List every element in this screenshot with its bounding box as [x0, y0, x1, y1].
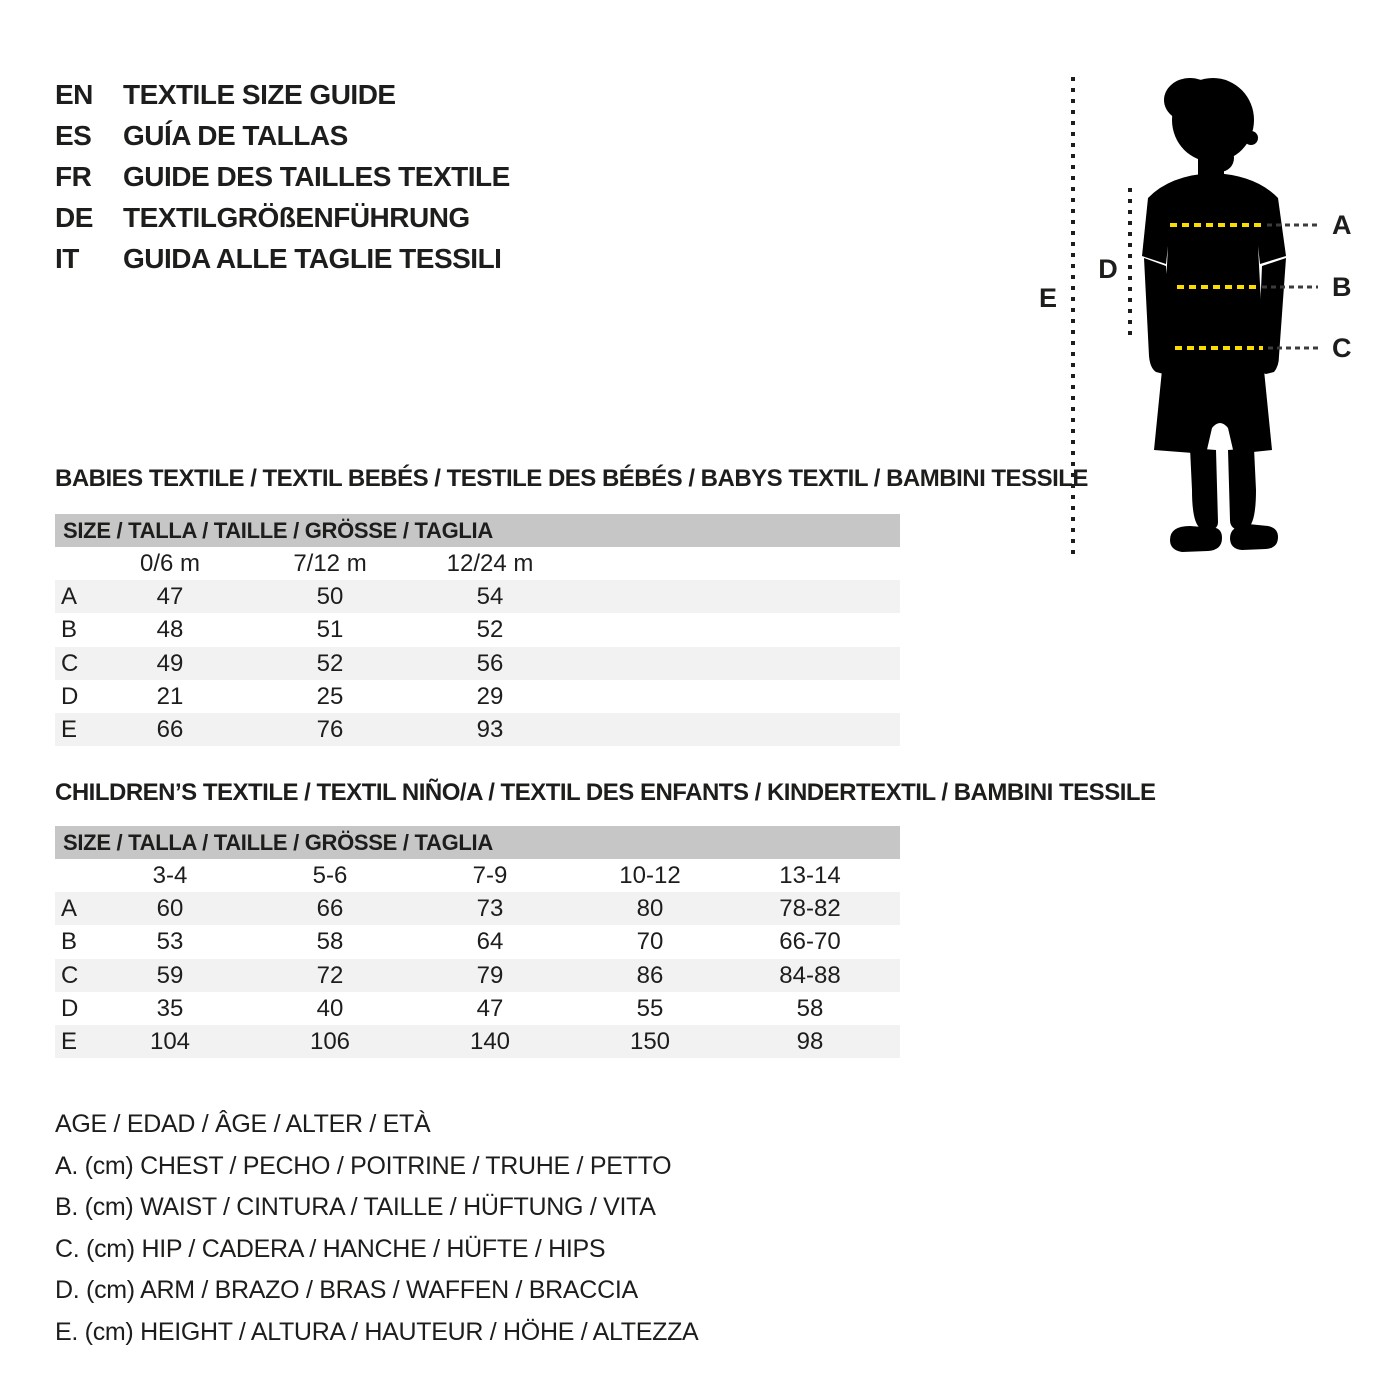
table-row — [55, 680, 900, 713]
cell-value: 60 — [156, 895, 184, 923]
row-label: D — [61, 994, 79, 1022]
cell-value: 79 — [476, 961, 504, 989]
cell-value: 35 — [156, 994, 184, 1022]
legend-line-age: AGE / EDAD / ÂGE / ALTER / ETÀ — [55, 1110, 431, 1138]
title-row-it — [55, 238, 510, 279]
babies-corner-cell — [55, 547, 90, 580]
title-en: TEXTILE SIZE GUIDE — [123, 79, 396, 110]
children-col-header: 13-14 — [779, 862, 841, 889]
babies-col-header: 7/12 m — [293, 550, 367, 577]
table-row — [55, 580, 900, 613]
lang-code-de: DE — [55, 202, 93, 233]
table-row — [55, 713, 900, 746]
diagram-label-e: E — [1038, 283, 1058, 313]
babies-col-header: 0/6 m — [139, 550, 201, 577]
children-col-header: 10-12 — [619, 862, 681, 889]
cell-value: 98 — [796, 1027, 824, 1055]
children-corner-cell — [55, 859, 90, 892]
lang-code-en: EN — [55, 79, 93, 110]
children-size-header-bar: SIZE / TALLA / TAILLE / GRÖSSE / TAGLIA — [55, 826, 900, 859]
lang-code-es: ES — [55, 120, 92, 151]
cell-value: 47 — [156, 583, 184, 611]
legend-line-hip: C. (cm) HIP / CADERA / HANCHE / HÜFTE / HIPS — [55, 1234, 606, 1263]
title-es: GUÍA DE TALLAS — [123, 120, 348, 151]
language-title-block — [55, 74, 510, 279]
table-row — [55, 925, 900, 958]
cell-value: 86 — [636, 961, 664, 989]
table-row — [55, 959, 900, 992]
cell-value: 140 — [469, 1027, 511, 1055]
title-it: GUIDA ALLE TAGLIE TESSILI — [123, 243, 502, 274]
cell-value: 64 — [476, 928, 504, 956]
children-column-header-row — [55, 859, 900, 892]
child-silhouette-figure — [1142, 78, 1286, 552]
cell-value: 47 — [476, 994, 504, 1022]
row-label: B — [61, 616, 78, 644]
children-col-header: 5-6 — [312, 862, 348, 889]
cell-value: 21 — [156, 682, 184, 710]
cell-value: 55 — [636, 994, 664, 1022]
cell-value: 70 — [636, 928, 664, 956]
cell-value: 93 — [476, 715, 504, 743]
row-label: C — [61, 961, 79, 989]
measurement-diagram — [1020, 60, 1400, 580]
table-row — [55, 992, 900, 1025]
diagram-label-b: B — [1332, 272, 1352, 302]
cell-value: 29 — [476, 682, 504, 710]
legend-line-arm: D. (cm) ARM / BRAZO / BRAS / WAFFEN / BRACCIA — [55, 1276, 638, 1305]
babies-section-heading: BABIES TEXTILE / TEXTIL BEBÉS / TESTILE DES BÉBÉS / BABYS TEXTIL / BAMBINI TESSILE — [55, 465, 1088, 492]
cell-value: 40 — [316, 994, 344, 1022]
legend-line-height: E. (cm) HEIGHT / ALTURA / HAUTEUR / HÖHE / ALTEZZA — [55, 1317, 699, 1346]
children-col-header: 3-4 — [152, 862, 188, 889]
table-row — [55, 613, 900, 646]
diagram-label-a: A — [1332, 210, 1352, 240]
cell-value: 59 — [156, 961, 184, 989]
cell-value: 78-82 — [779, 895, 841, 923]
lang-code-it: IT — [55, 243, 79, 274]
children-col-header: 7-9 — [472, 862, 508, 889]
cell-value: 54 — [476, 583, 504, 611]
cell-value: 73 — [476, 895, 504, 923]
row-label: C — [61, 649, 79, 677]
measurement-legend — [55, 1104, 698, 1354]
cell-value: 150 — [629, 1027, 671, 1055]
cell-value: 50 — [316, 583, 344, 611]
title-row-fr — [55, 156, 510, 197]
row-label: E — [61, 1027, 78, 1055]
title-de: TEXTILGRÖßENFÜHRUNG — [123, 202, 470, 233]
table-row — [55, 892, 900, 925]
cell-value: 66-70 — [779, 928, 841, 956]
cell-value: 58 — [316, 928, 344, 956]
cell-value: 53 — [156, 928, 184, 956]
cell-value: 104 — [149, 1027, 191, 1055]
babies-column-header-row — [55, 547, 900, 580]
legend-line-chest: A. (cm) CHEST / PECHO / POITRINE / TRUHE / PETTO — [55, 1151, 672, 1180]
babies-col-header: 12/24 m — [446, 550, 534, 577]
diagram-label-d: D — [1098, 254, 1118, 284]
cell-value: 72 — [316, 961, 344, 989]
cell-value: 48 — [156, 616, 184, 644]
children-section-heading: CHILDREN’S TEXTILE / TEXTIL NIÑO/A / TEXTIL DES ENFANTS / KINDERTEXTIL / BAMBINI TESSILE — [55, 779, 1156, 806]
row-label: E — [61, 715, 78, 743]
cell-value: 66 — [316, 895, 344, 923]
row-label: D — [61, 682, 79, 710]
cell-value: 80 — [636, 895, 664, 923]
cell-value: 49 — [156, 649, 184, 677]
title-row-en — [55, 74, 510, 115]
cell-value: 56 — [476, 649, 504, 677]
children-size-table — [55, 826, 900, 1058]
lang-code-fr: FR — [55, 161, 92, 192]
title-fr: GUIDE DES TAILLES TEXTILE — [123, 161, 510, 192]
cell-value: 106 — [309, 1027, 351, 1055]
cell-value: 52 — [476, 616, 504, 644]
babies-size-header-bar: SIZE / TALLA / TAILLE / GRÖSSE / TAGLIA — [55, 514, 900, 547]
row-label: A — [61, 895, 78, 923]
title-row-de — [55, 197, 510, 238]
babies-size-table — [55, 514, 900, 746]
cell-value: 58 — [796, 994, 824, 1022]
legend-line-waist: B. (cm) WAIST / CINTURA / TAILLE / HÜFTUNG / VITA — [55, 1193, 656, 1222]
cell-value: 84-88 — [779, 961, 841, 989]
diagram-label-c: C — [1332, 333, 1352, 363]
cell-value: 66 — [156, 715, 184, 743]
row-label: B — [61, 928, 78, 956]
cell-value: 76 — [316, 715, 344, 743]
title-row-es — [55, 115, 510, 156]
cell-value: 52 — [316, 649, 344, 677]
row-label: A — [61, 583, 78, 611]
table-row — [55, 1025, 900, 1058]
cell-value: 51 — [316, 616, 344, 644]
cell-value: 25 — [316, 682, 344, 710]
table-row — [55, 647, 900, 680]
